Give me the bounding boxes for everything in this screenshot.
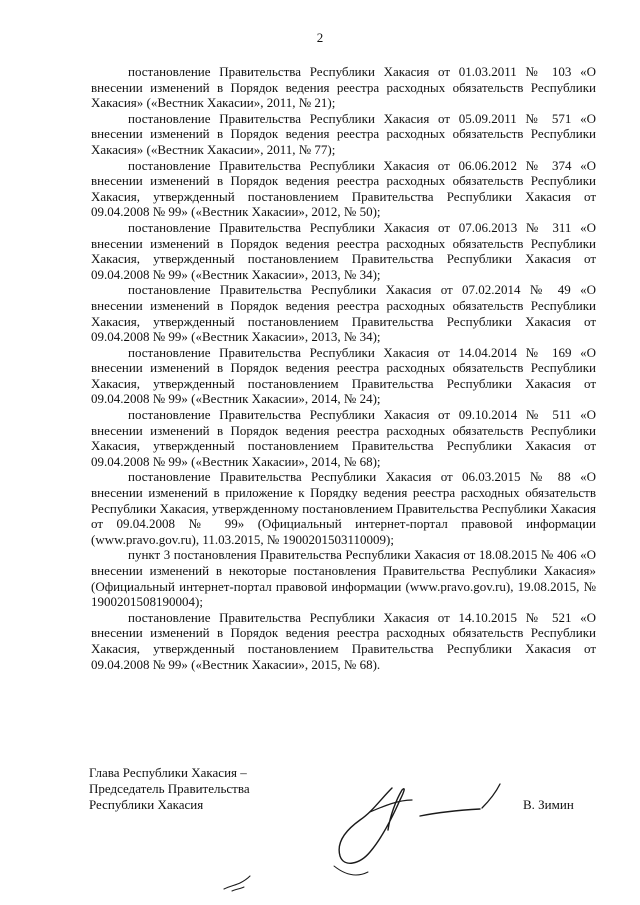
list-item: постановление Правительства Республики Хакасия от 14.04.2014 № 169 «О внесении изменений в Порядок ведения реестра расходных обязательств Республики Хакасия, утвержденный постановлением Правительства Республики Хакасия от 09.04.2008 № 99» («Вестник Хакасии», 2014, № 24); [91,344,596,407]
signer-name: В. Зимин [523,797,574,812]
signatory-title-line: Республики Хакасия [89,797,204,812]
list-item: постановление Правительства Республики Хакасия от 07.02.2014 № 49 «О внесении изменений в Порядок ведения реестра расходных обязательств Республики Хакасия, утвержденный постановлением Правительства Республики Хакасия от 09.04.2008 № 99» («Вестник Хакасии», 2013, № 34); [91,282,596,345]
signatory-title-line: Глава Республики Хакасия – [89,765,247,780]
page-number: 2 [316,30,324,45]
list-item: пункт 3 постановления Правительства Республики Хакасия от 18.08.2015 № 406 «О внесении изменений в некоторые постановления Правительства Республики Хакасия» (Официальный интернет-портал правовой информации (www.pravo.gov.ru), 19.08.2015, № 1900201508190004); [91,547,596,610]
list-item: постановление Правительства Республики Хакасия от 06.06.2012 № 374 «О внесении изменений в Порядок ведения реестра расходных обязательств Республики Хакасия, утвержденный постановлением Правительства Республики Хакасия от 09.04.2008 № 99» («Вестник Хакасии», 2012, № 50); [91,157,596,220]
list-item: постановление Правительства Республики Хакасия от 07.06.2013 № 311 «О внесении изменений в Порядок ведения реестра расходных обязательств Республики Хакасия, утвержденный постановлением Правительства Республики Хакасия от 09.04.2008 № 99» («Вестник Хакасии», 2013, № 34); [91,219,596,282]
list-item: постановление Правительства Республики Хакасия от 09.10.2014 № 511 «О внесении изменений в Порядок ведения реестра расходных обязательств Республики Хакасия, утвержденный постановлением Правительства Республики Хакасия от 09.04.2008 № 99» («Вестник Хакасии», 2014, № 68); [91,407,596,469]
list-item: постановление Правительства Республики Хакасия от 01.03.2011 № 103 «О внесении изменений в Порядок ведения реестра расходных обязательств Республики Хакасия» («Вестник Хакасии», 2011, № 21); [91,64,596,111]
list-item: постановление Правительства Республики Хакасия от 05.09.2011 № 571 «О внесении изменений в Порядок ведения реестра расходных обязательств Республики Хакасия» («Вестник Хакасии», 2011, № 77); [91,110,596,157]
signatory-title-line: Председатель Правительства [89,781,250,796]
handwritten-initials-icon [224,876,250,891]
list-item: постановление Правительства Республики Хакасия от 14.10.2015 № 521 «О внесении изменений в Порядок ведения реестра расходных обязательств Республики Хакасия, утвержденный постановлением Правительства Республики Хакасия от 09.04.2008 № 99» («Вестник Хакасии», 2015, № 68). [91,609,596,672]
list-item: постановление Правительства Республики Хакасия от 06.03.2015 № 88 «О внесении изменений в приложение к Порядку ведения реестра расходных обязательств Республики Хакасия, утвержденному постановлением Правительства Республики Хакасия от 09.04.2008 № 99» (Официальный интернет-портал правовой информации (www.pravo.gov.ru), 11.03.2015, № 1900201503110009); [91,469,596,547]
